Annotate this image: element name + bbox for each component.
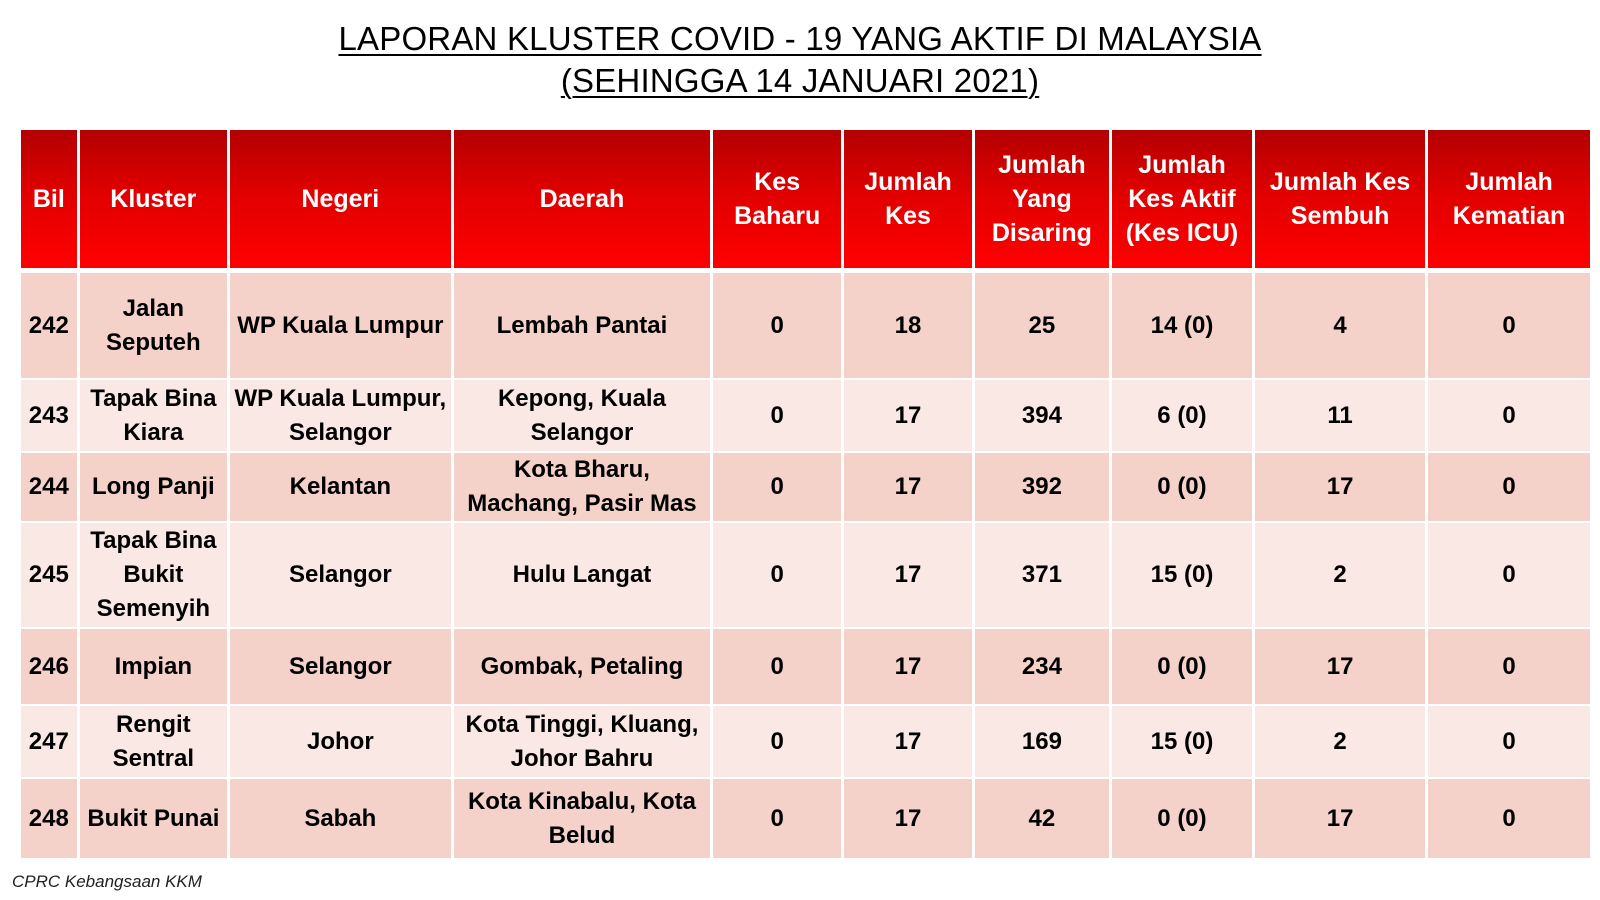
cell-disaring: 169 — [975, 706, 1109, 779]
cell-aktif: 14 (0) — [1112, 273, 1252, 380]
cell-sembuh: 17 — [1255, 779, 1425, 860]
header-jumlah-kes: Jumlah Kes — [844, 130, 972, 273]
cell-negeri: WP Kuala Lumpur, Selangor — [230, 380, 451, 453]
title-line-1: LAPORAN KLUSTER COVID - 19 YANG AKTIF DI MALAYSIA — [338, 20, 1262, 57]
cell-negeri: Sabah — [230, 779, 451, 860]
cell-sembuh: 2 — [1255, 523, 1425, 629]
header-jumlah-disaring: Jumlah Yang Disaring — [975, 130, 1109, 273]
cluster-table — [18, 130, 1593, 860]
cell-kluster: Jalan Seputeh — [80, 273, 227, 380]
header-daerah: Daerah — [454, 130, 711, 273]
cell-kes-baharu: 0 — [713, 779, 841, 860]
cell-sembuh: 4 — [1255, 273, 1425, 380]
cell-jumlah-kes: 17 — [844, 779, 972, 860]
cell-daerah: Kota Kinabalu, Kota Belud — [454, 779, 711, 860]
cell-daerah: Hulu Langat — [454, 523, 711, 629]
cell-disaring: 25 — [975, 273, 1109, 380]
cell-negeri: Kelantan — [230, 453, 451, 523]
cell-sembuh: 11 — [1255, 380, 1425, 453]
cell-kes-baharu: 0 — [713, 523, 841, 629]
cell-kluster: Long Panji — [80, 453, 227, 523]
cell-negeri: Selangor — [230, 629, 451, 706]
cell-negeri: Johor — [230, 706, 451, 779]
cell-aktif: 0 (0) — [1112, 453, 1252, 523]
cell-sembuh: 17 — [1255, 629, 1425, 706]
cell-aktif: 15 (0) — [1112, 706, 1252, 779]
cell-bil: 243 — [21, 380, 77, 453]
table-row — [21, 706, 1590, 779]
cell-kluster: Impian — [80, 629, 227, 706]
cell-kes-baharu: 0 — [713, 706, 841, 779]
header-jumlah-kematian: Jumlah Kematian — [1428, 130, 1590, 273]
cell-negeri: Selangor — [230, 523, 451, 629]
cell-bil: 242 — [21, 273, 77, 380]
cell-daerah: Kota Tinggi, Kluang, Johor Bahru — [454, 706, 711, 779]
cell-jumlah-kes: 17 — [844, 523, 972, 629]
cell-jumlah-kes: 17 — [844, 706, 972, 779]
cell-aktif: 6 (0) — [1112, 380, 1252, 453]
header-row — [21, 130, 1590, 273]
table-row — [21, 779, 1590, 860]
cell-kematian: 0 — [1428, 453, 1590, 523]
cell-kematian: 0 — [1428, 273, 1590, 380]
cell-kes-baharu: 0 — [713, 380, 841, 453]
table-row — [21, 453, 1590, 523]
cell-kes-baharu: 0 — [713, 453, 841, 523]
cell-disaring: 371 — [975, 523, 1109, 629]
source-note: CPRC Kebangsaan KKM — [12, 872, 202, 891]
table-row — [21, 273, 1590, 380]
report-title — [0, 18, 1600, 102]
cell-kluster: Tapak Bina Kiara — [80, 380, 227, 453]
cell-kluster: Rengit Sentral — [80, 706, 227, 779]
header-jumlah-sembuh: Jumlah Kes Sembuh — [1255, 130, 1425, 273]
cell-aktif: 15 (0) — [1112, 523, 1252, 629]
header-kes-baharu: Kes Baharu — [713, 130, 841, 273]
cell-bil: 245 — [21, 523, 77, 629]
cell-sembuh: 2 — [1255, 706, 1425, 779]
cell-disaring: 394 — [975, 380, 1109, 453]
cell-daerah: Lembah Pantai — [454, 273, 711, 380]
cell-daerah: Gombak, Petaling — [454, 629, 711, 706]
cell-bil: 248 — [21, 779, 77, 860]
cell-kes-baharu: 0 — [713, 273, 841, 380]
cell-kematian: 0 — [1428, 706, 1590, 779]
cell-kematian: 0 — [1428, 380, 1590, 453]
header-jumlah-aktif: Jumlah Kes Aktif (Kes ICU) — [1112, 130, 1252, 273]
cell-disaring: 234 — [975, 629, 1109, 706]
table-row — [21, 629, 1590, 706]
cell-jumlah-kes: 17 — [844, 629, 972, 706]
cell-kematian: 0 — [1428, 629, 1590, 706]
header-negeri: Negeri — [230, 130, 451, 273]
cell-sembuh: 17 — [1255, 453, 1425, 523]
cell-jumlah-kes: 17 — [844, 380, 972, 453]
cell-aktif: 0 (0) — [1112, 629, 1252, 706]
cell-kluster: Bukit Punai — [80, 779, 227, 860]
header-bil: Bil — [21, 130, 77, 273]
cell-disaring: 42 — [975, 779, 1109, 860]
cell-bil: 247 — [21, 706, 77, 779]
cell-bil: 244 — [21, 453, 77, 523]
cell-jumlah-kes: 17 — [844, 453, 972, 523]
header-kluster: Kluster — [80, 130, 227, 273]
cell-aktif: 0 (0) — [1112, 779, 1252, 860]
cell-kematian: 0 — [1428, 779, 1590, 860]
cell-kes-baharu: 0 — [713, 629, 841, 706]
cell-bil: 246 — [21, 629, 77, 706]
cell-negeri: WP Kuala Lumpur — [230, 273, 451, 380]
cell-daerah: Kota Bharu, Machang, Pasir Mas — [454, 453, 711, 523]
cell-daerah: Kepong, Kuala Selangor — [454, 380, 711, 453]
cell-disaring: 392 — [975, 453, 1109, 523]
table-row — [21, 380, 1590, 453]
table-row — [21, 523, 1590, 629]
cell-kluster: Tapak Bina Bukit Semenyih — [80, 523, 227, 629]
cell-kematian: 0 — [1428, 523, 1590, 629]
cell-jumlah-kes: 18 — [844, 273, 972, 380]
title-line-2: (SEHINGGA 14 JANUARI 2021) — [560, 62, 1040, 99]
